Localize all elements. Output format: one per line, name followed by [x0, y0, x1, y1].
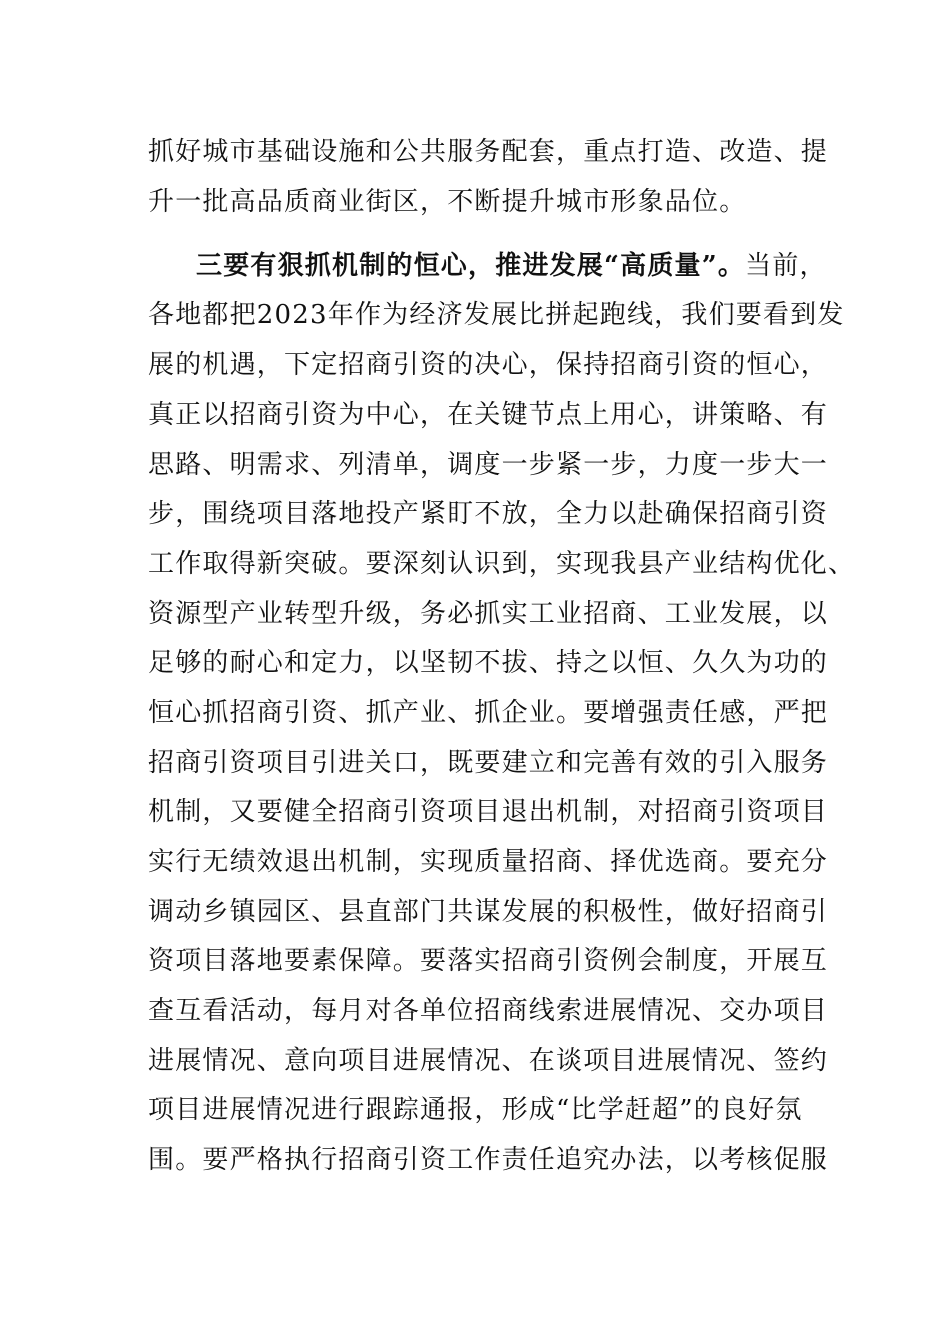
paragraph2-line: 恒心抓招商引资、抓产业、抓企业。要增强责任感，严把 — [148, 698, 829, 728]
paragraph1-line-1: 抓好城市基础设施和公共服务配套，重点打造、改造、提 — [148, 137, 829, 167]
paragraph1-line-2: 升一批高品质商业街区，不断提升城市形象品位。 — [148, 187, 747, 217]
paragraph2-line: 进展情况、意向项目进展情况、在谈项目进展情况、签约 — [148, 1046, 829, 1076]
paragraph2-heading: 三要有狠抓机制的恒心，推进发展“高质量”。 — [196, 251, 746, 281]
paragraph2-line: 真正以招商引资为中心，在关键节点上用心，讲策略、有 — [148, 400, 829, 430]
paragraph2-line: 工作取得新突破。要深刻认识到，实现我县产业结构优化、 — [148, 549, 856, 579]
paragraph2-line: 步，围绕项目落地投产紧盯不放，全力以赴确保招商引资 — [148, 499, 829, 529]
paragraph2-line: 足够的耐心和定力，以坚韧不拔、持之以恒、久久为功的 — [148, 648, 829, 678]
paragraph2-line: 展的机遇，下定招商引资的决心，保持招商引资的恒心， — [148, 350, 829, 380]
paragraph2-line: 思路、明需求、列清单，调度一步紧一步，力度一步大一 — [148, 450, 829, 480]
paragraph2-line: 资源型产业转型升级，务必抓实工业招商、工业发展，以 — [148, 599, 829, 629]
paragraph2-first-line — [196, 246, 827, 286]
paragraph2-first-line-rest: 当前， — [745, 251, 827, 281]
paragraph2-line: 项目进展情况进行跟踪通报，形成“比学赶超”的良好氛 — [148, 1095, 803, 1125]
paragraph2-line: 围。要严格执行招商引资工作责任追究办法，以考核促服 — [148, 1145, 829, 1175]
paragraph2-line: 各地都把2023年作为经济发展比拼起跑线，我们要看到发 — [148, 300, 845, 330]
paragraph2-line: 招商引资项目引进关口，既要建立和完善有效的引入服务 — [148, 748, 829, 778]
paragraph2-line: 实行无绩效退出机制，实现质量招商、择优选商。要充分 — [148, 847, 829, 877]
paragraph2-line: 机制，又要健全招商引资项目退出机制，对招商引资项目 — [148, 797, 829, 827]
paragraph2-line: 资项目落地要素保障。要落实招商引资例会制度，开展互 — [148, 946, 829, 976]
paragraph2-line: 调动乡镇园区、县直部门共谋发展的积极性，做好招商引 — [148, 897, 829, 927]
paragraph2-line: 查互看活动，每月对各单位招商线索进展情况、交办项目 — [148, 996, 829, 1026]
